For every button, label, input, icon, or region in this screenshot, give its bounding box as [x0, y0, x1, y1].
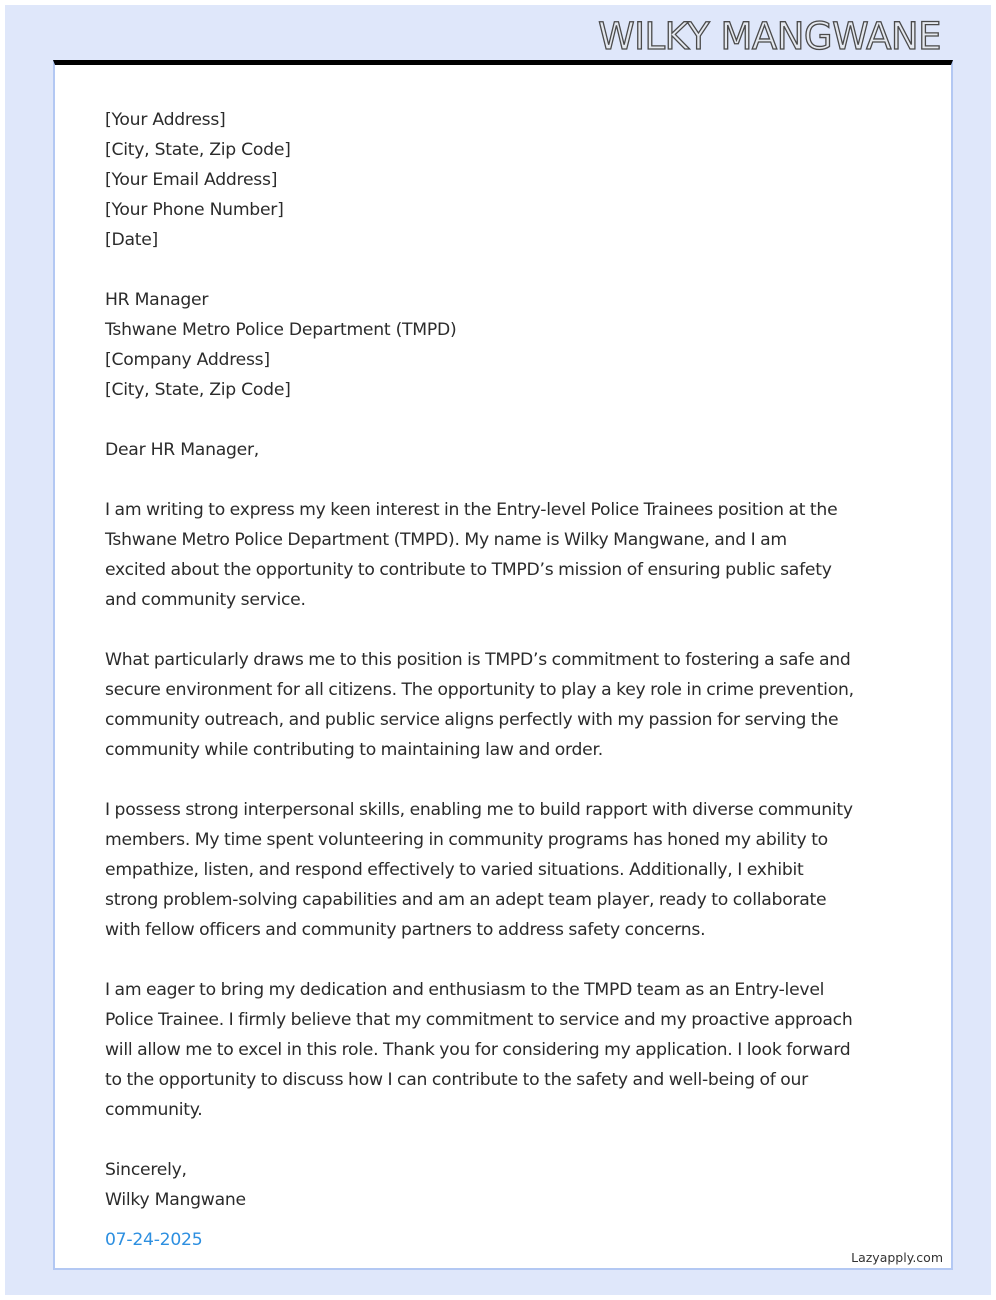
paragraph-line: with fellow officers and community partners to address safety concerns. — [105, 920, 706, 940]
recipient-block — [105, 285, 905, 405]
spacer — [105, 255, 905, 285]
salutation: Dear HR Manager, — [105, 440, 260, 460]
spacer — [105, 615, 905, 645]
sender-address: [Your Address] — [105, 110, 226, 130]
cover-letter-card — [53, 60, 953, 1270]
paragraph-line: Police Trainee. I firmly believe that my commitment to service and my proactive approach — [105, 1010, 853, 1030]
valediction: Sincerely, — [105, 1160, 187, 1180]
letter-body — [105, 105, 905, 1255]
recipient-company-address: [Company Address] — [105, 350, 270, 370]
paragraph-closing — [105, 975, 905, 1125]
recipient-city-state-zip: [City, State, Zip Code] — [105, 380, 291, 400]
paragraph-intro — [105, 495, 905, 615]
sender-email: [Your Email Address] — [105, 170, 278, 190]
paragraph-line: excited about the opportunity to contribute to TMPD’s mission of ensuring public safety — [105, 560, 832, 580]
paragraph-line: Tshwane Metro Police Department (TMPD). My name is Wilky Mangwane, and I am — [105, 530, 787, 550]
sender-phone: [Your Phone Number] — [105, 200, 284, 220]
signature-name: Wilky Mangwane — [105, 1190, 246, 1210]
spacer — [105, 465, 905, 495]
spacer — [105, 945, 905, 975]
applicant-name-heading: WILKY MANGWANE — [598, 15, 941, 58]
paragraph-line: I possess strong interpersonal skills, enabling me to build rapport with diverse community — [105, 800, 853, 820]
sender-date: [Date] — [105, 230, 158, 250]
paragraph-line: What particularly draws me to this position is TMPD’s commitment to fostering a safe and — [105, 650, 851, 670]
closing-block — [105, 1155, 905, 1255]
paragraph-line: community. — [105, 1100, 203, 1120]
paragraph-line: will allow me to excel in this role. Thank you for considering my application. I look forward — [105, 1040, 851, 1060]
paragraph-line: community while contributing to maintaining law and order. — [105, 740, 603, 760]
sender-block — [105, 105, 905, 255]
footer-brand-text: Lazyapply.com — [851, 1250, 943, 1265]
paragraph-line: community outreach, and public service aligns perfectly with my passion for serving the — [105, 710, 839, 730]
page-background — [5, 5, 991, 1295]
spacer — [105, 1125, 905, 1155]
paragraph-line: and community service. — [105, 590, 306, 610]
paragraph-motivation — [105, 645, 905, 765]
paragraph-line: I am writing to express my keen interest in the Entry-level Police Trainees position at the — [105, 500, 838, 520]
paragraph-skills — [105, 795, 905, 945]
paragraph-line: strong problem-solving capabilities and am an adept team player, ready to collaborate — [105, 890, 827, 910]
spacer — [105, 405, 905, 435]
recipient-title: HR Manager — [105, 290, 209, 310]
letter-date: 07-24-2025 — [105, 1230, 203, 1250]
paragraph-line: empathize, listen, and respond effectively to varied situations. Additionally, I exhibit — [105, 860, 804, 880]
paragraph-line: I am eager to bring my dedication and enthusiasm to the TMPD team as an Entry-level — [105, 980, 825, 1000]
paragraph-line: to the opportunity to discuss how I can contribute to the safety and well-being of our — [105, 1070, 808, 1090]
sender-city-state-zip: [City, State, Zip Code] — [105, 140, 291, 160]
paragraph-line: members. My time spent volunteering in community programs has honed my ability to — [105, 830, 828, 850]
paragraph-line: secure environment for all citizens. The opportunity to play a key role in crime prevention, — [105, 680, 854, 700]
recipient-organization: Tshwane Metro Police Department (TMPD) — [105, 320, 457, 340]
spacer — [105, 765, 905, 795]
